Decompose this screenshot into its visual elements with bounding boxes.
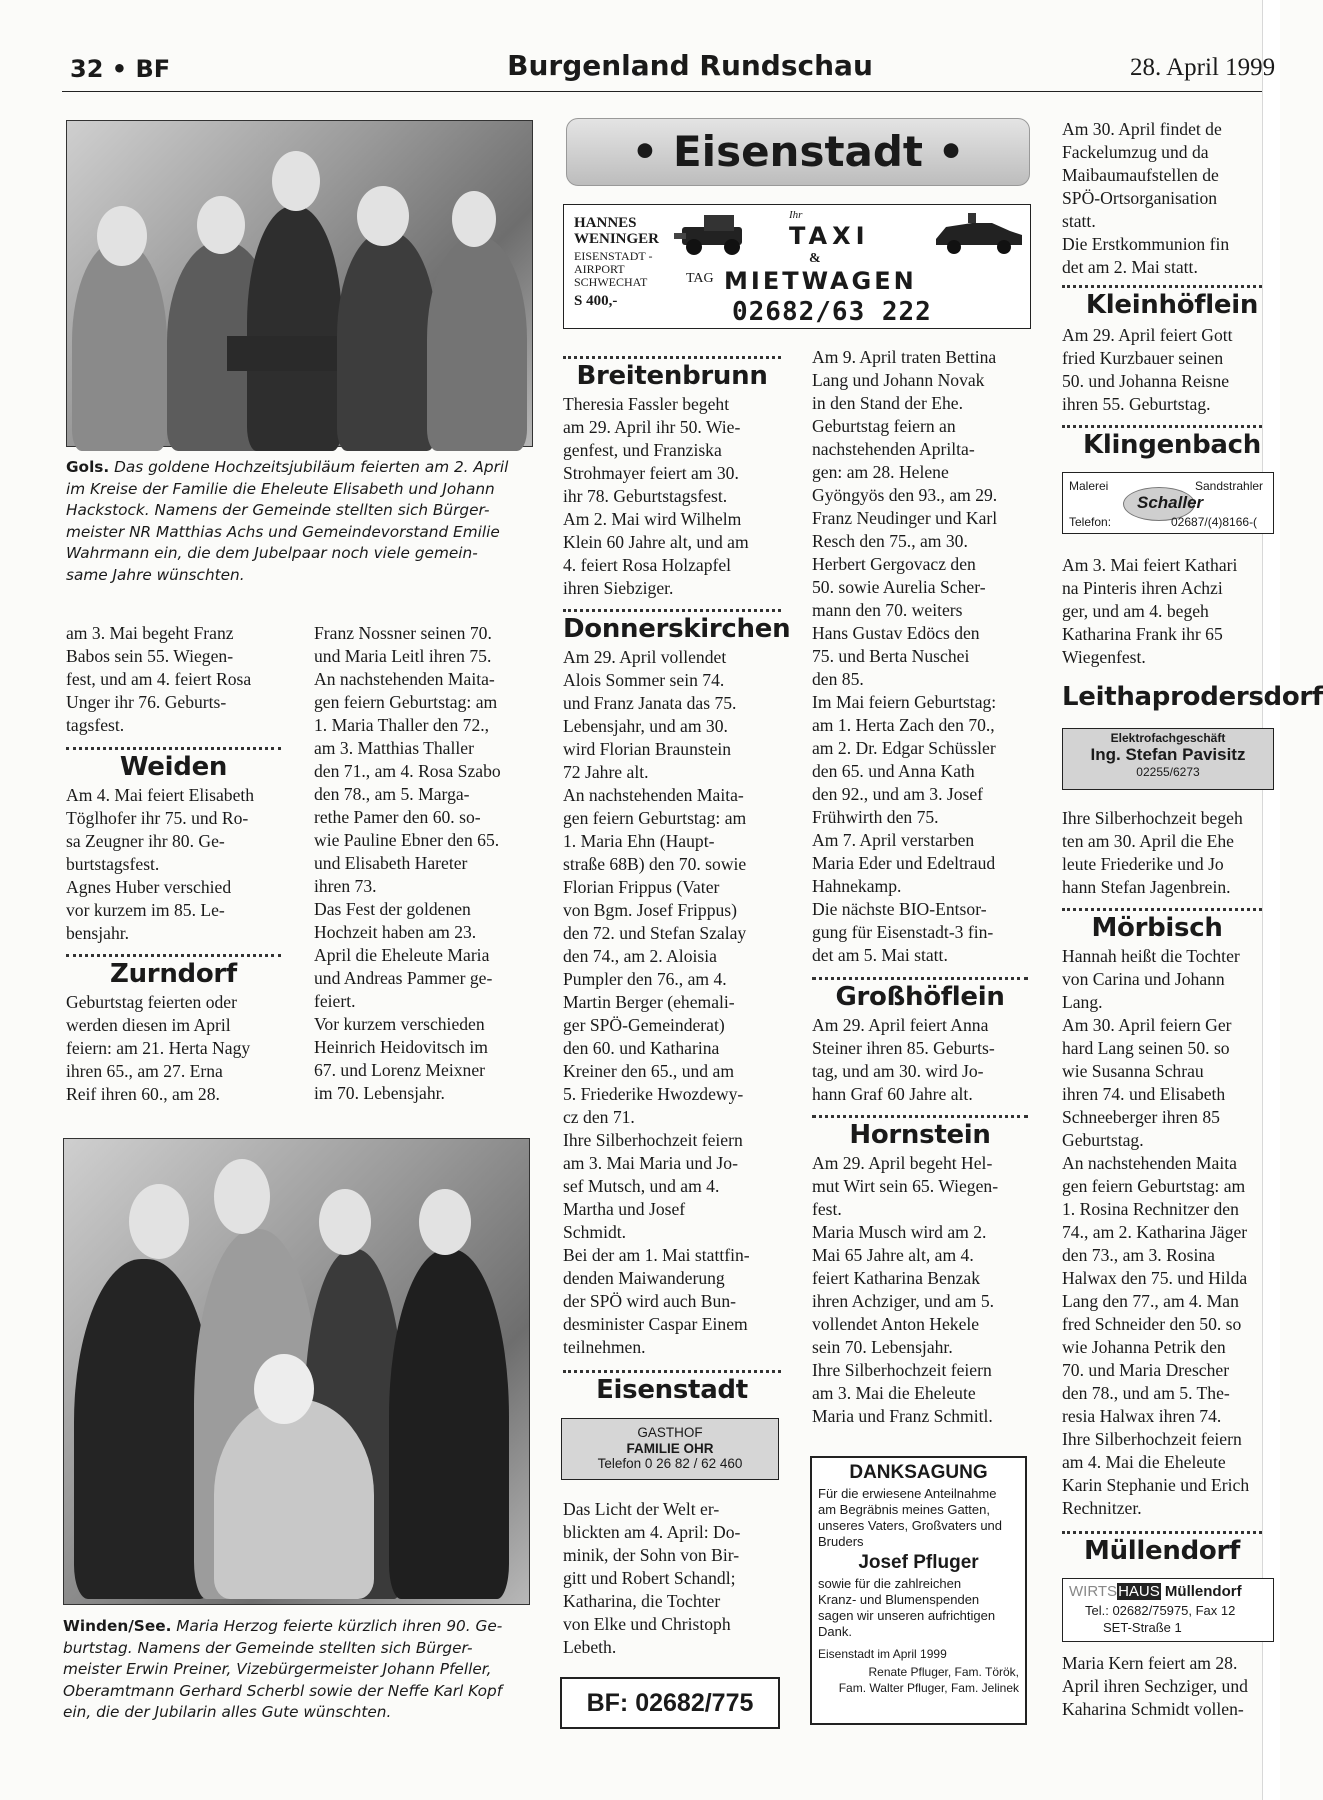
col1-intro: am 3. Mai begeht Franz Babos sein 55. Wiegen- fest, und am 4. feiert Rosa Unger ihr 76. Geburts- tagsfest. <box>66 623 252 735</box>
sedan-car-icon <box>932 209 1024 257</box>
page-number: 32 • BF <box>70 55 171 83</box>
divider <box>812 977 1028 980</box>
divider <box>66 954 281 957</box>
vintage-car-icon <box>674 209 762 259</box>
photo-winden-caption <box>63 1616 502 1724</box>
col4-intro: Am 9. April traten Bettina Lang und Johann Novak in den Stand der Ehe. Geburtstag feiern an nachstehenden Aprilta- gen: am 28. Helene Gyöngyös den 93., am 29. Franz Neudinger und Karl Resch den 75., am 30. Herbert Gergovacz den 50. sowie Aurelia Scher- mann den 70. weiters Hans Gustav Edöcs den 75. und Berta Nuschei den 85. Im Mai feiern Geburtstag: am 1. Herta Zach den 70., am 2. Dr. Edgar Schüssler den 65. und Anna Kath den 92., und am 3. Josef Frühwirth den 75. Am 7. April verstarben Maria Eder und Edeltraud Hahnekamp. Die nächste BIO-Entsor- gung für Eisenstadt-3 fin- det am 5. Mai statt. <box>812 347 998 965</box>
leitha-text: Ihre Silberhochzeit begeh ten am 30. April die Ehe leute Friederike und Jo hann Stefan Jagenbrein. <box>1062 808 1243 897</box>
danksagung-l4: Renate Pfluger, Fam. Török, Fam. Walter Pfluger, Fam. Jelinek <box>838 1665 1019 1695</box>
klingenbach-text: Am 3. Mai feiert Kathari na Pinteris ihren Achzi ger, und am 4. begeh Katharina Frank ihr 65 Wiegenfest. <box>1062 555 1238 667</box>
newspaper-title: Burgenland Rundschau <box>507 49 873 82</box>
danksagung-ad <box>810 1456 1027 1725</box>
weiden-text: Am 4. Mai feiert Elisabeth Töglhofer ihr 75. und Ro- sa Zeugner ihr 80. Ge- burtstagsfest. Agnes Huber verschied vor kurzem im 85. Le- bensjahr. <box>66 785 255 943</box>
wirtshaus-w: WIRTS <box>1069 1583 1118 1600</box>
taxi-ad <box>563 204 1031 329</box>
heading-klingenbach: Klingenbach <box>1082 430 1261 460</box>
caption-place: Winden/See. <box>63 1617 172 1635</box>
schaller-malerei: Malerei <box>1069 479 1109 493</box>
pavisitz-l2: Ing. Stefan Pavisitz <box>1090 745 1246 764</box>
muellendorf-text: Maria Kern feiert am 28. April ihren Sechziger, und Kaharina Schmidt vollen- <box>1062 1653 1248 1719</box>
heading-hornstein: Hornstein <box>849 1120 991 1150</box>
pavisitz-ad <box>1062 728 1274 790</box>
heading-leithaprodersdorf: Leithaprodersdorf <box>1062 682 1323 712</box>
gasthof-l3: Telefon 0 26 82 / 62 460 <box>597 1456 743 1471</box>
divider <box>563 609 781 612</box>
taxi-price: S 400,- <box>574 293 618 309</box>
divider <box>1062 908 1262 911</box>
caption-place: Gols. <box>66 458 110 476</box>
taxi-line2: AIRPORT <box>574 262 625 276</box>
schaller-num: 02687/(4)8166-( <box>1171 515 1258 529</box>
bf-phone-box: BF: 02682/775 <box>560 1677 780 1729</box>
breitenbrunn-text: Theresia Fassler begeht am 29. April ihr 50. Wie- genfest, und Franziska Strohmayer feiert am 30. ihr 78. Geburtstagsfest. Am 2. Mai wird Wilhelm Klein 60 Jahre alt, und am 4. feiert Rosa Holzapfel ihren Siebziger. <box>563 394 749 598</box>
gasthof-l2: FAMILIE OHR <box>626 1440 714 1456</box>
caption-text: Das goldene Hochzeitsjubiläum feierten am 2. April im Kreise der Familie die Eheleute Elisabeth und Johann Hackstock. Namens der Gemeinde stellten sich Bürger- meister NR Matthias Achs und Gemeindevorstand Emilie Wahrmann ein, die dem Jubelpaar noch viele gemein- same Jahre wünschten. <box>66 458 509 584</box>
divider <box>563 356 781 359</box>
wirtshaus-ad <box>1062 1578 1274 1642</box>
wirtshaus-h: HAUS <box>1118 1583 1160 1600</box>
heading-weiden: Weiden <box>119 752 228 782</box>
moerbisch-text: Hannah heißt die Tochter von Carina und Johann Lang. Am 30. April feiern Ger hard Lang seinen 50. so wie Susanna Schrau ihren 74. und Elisabeth Schneeberger ihren 85 Geburtstag. An nachstehenden Maita gen feiern Geburtstag: am 1. Rosina Rechnitzer den 74., am 2. Katharina Jäger den 73., am 3. Rosina Halwax den 75. und Hilda Lang den 77., am 4. Man fred Schneider den 50. so wie Johanna Petrik den 70. und Maria Drescher den 78., und am 5. The- resia Halwax ihren 74. Ihre Silberhochzeit feiern am 4. Mai die Eheleute Karin Stephanie und Erich Rechnitzer. <box>1062 946 1250 1518</box>
danksagung-name: Josef Pfluger <box>858 1552 979 1573</box>
col2-text: Franz Nossner seinen 70. und Maria Leitl ihren 75. An nachstehenden Maita- gen feiern Geburtstag: am 1. Maria Thaller den 72., am 3. Matthias Thaller den 71., am 4. Rosa Szabo den 78., am 5. Marga- rethe Pamer den 60. so- wie Pauline Ebner den 65. und Elisabeth Hareter ihren 73. Das Fest der goldenen Hochzeit haben am 23. April die Eheleute Maria und Andreas Pammer ge- feiert. Vor kurzem verschieden Heinrich Heidovitsch im 67. und Lorenz Meixner im 70. Lebensjahr. <box>314 623 501 1103</box>
hornstein-text: Am 29. April begeht Hel- mut Wirt sein 65. Wiegen- fest. Maria Musch wird am 2. Mai 65 Jahre alt, am 4. feiert Katharina Benzak ihren Achziger, und am 5. vollendet Anton Hekele sein 70. Lebensjahr. Ihre Silberhochzeit feiern am 3. Mai die Eheleute Maria und Franz Schmitl. <box>812 1153 999 1426</box>
heading-breitenbrunn: Breitenbrunn <box>576 361 768 391</box>
photo-gols-caption <box>66 457 508 587</box>
pavisitz-l3: 02255/6273 <box>1136 765 1200 779</box>
taxi-ihr: Ihr <box>789 209 803 221</box>
heading-grosshoeflein: Großhöflein <box>835 982 1005 1012</box>
schaller-tel: Telefon: <box>1069 515 1112 529</box>
wirtshaus-m: Müllendorf <box>1164 1583 1242 1600</box>
danksagung-l1: Für die erwiesene Anteilnahme am Begräbnis meines Gatten, unseres Vaters, Großvaters und Bruders <box>818 1486 1003 1549</box>
taxi-phone: 02682/63 222 <box>732 297 932 327</box>
taxi-mietwagen: MIETWAGEN <box>724 267 917 295</box>
divider <box>1062 1531 1262 1534</box>
eisenstadt-banner <box>566 118 1030 186</box>
wirtshaus-line1 <box>1069 1583 1242 1600</box>
wirtshaus-l2: Tel.: 02682/75975, Fax 12 <box>1085 1603 1236 1618</box>
kleinhoeflein-text: Am 29. April feiert Gott fried Kurzbauer seinen 50. und Johanna Reisne ihren 55. Geburtstag. <box>1062 325 1233 414</box>
heading-kleinhoeflein: Kleinhöflein <box>1085 290 1259 320</box>
divider <box>66 747 281 750</box>
schaller-ad <box>1062 472 1274 534</box>
gasthof-ohr-ad <box>561 1418 779 1480</box>
photo-winden <box>63 1138 530 1605</box>
heading-eisenstadt: Eisenstadt <box>596 1375 748 1405</box>
donnerskirchen-text: Am 29. April vollendet Alois Sommer sein 74. und Franz Janata das 75. Lebensjahr, und am 30. wird Florian Braunstein 72 Jahre alt. An nachstehenden Maita- gen feiern Geburtstag: am 1. Maria Ehn (Haupt- straße 68B) den 70. sowie Florian Frippus (Vater von Bgm. Josef Frippus) den 72. und Stefan Szalay den 74., am 2. Aloisia Pumpler den 76., am 4. Martin Berger (ehemali- ger SPÖ-Gemeinderat) den 60. und Katharina Kreiner den 65., und am 5. Friederike Hwozdewy- cz den 71. Ihre Silberhochzeit feiern am 3. Mai Maria und Jo- sef Mutsch, und am 4. Martha und Josef Schmidt. Bei der am 1. Mai stattfin- denden Maiwanderung der SPÖ wird auch Bun- desminister Caspar Einem teilnehmen. <box>563 647 750 1357</box>
danksagung-l3: Eisenstadt im April 1999 <box>818 1647 947 1661</box>
issue-date: 28. April 1999 <box>1130 54 1276 81</box>
schaller-sand: Sandstrahler <box>1195 479 1264 493</box>
taxi-line1: EISENSTADT - <box>574 249 653 263</box>
divider <box>1062 285 1262 288</box>
caption-text: Maria Herzog feierte kürzlich ihren 90. Ge- burtstag. Namens der Gemeinde stellten sich Bürger- meister Erwin Preiner, Vizebürgermeister Johann Pfeller, Oberamtmann Gerhard Scherbl sowie der Neffe Karl Kopf ein, die der Jubilarin alles Gute wünschten. <box>63 1617 503 1722</box>
taxi-amp: & <box>809 251 821 266</box>
divider <box>563 1370 781 1373</box>
gasthof-l1: GASTHOF <box>637 1425 703 1440</box>
grosshoeflein-text: Am 29. April feiert Anna Steiner ihren 85. Geburts- tag, und am 30. wird Jo- hann Graf 60 Jahre alt. <box>812 1015 995 1104</box>
heading-muellendorf: Müllendorf <box>1084 1536 1240 1566</box>
pavisitz-l1: Elektrofachgeschäft <box>1110 731 1226 745</box>
wirtshaus-l3: SET-Straße 1 <box>1103 1620 1182 1635</box>
photo-gols <box>66 120 533 447</box>
banner-title: • Eisenstadt • <box>631 127 965 176</box>
schaller-logo: Schaller <box>1137 493 1204 512</box>
taxi-line3: SCHWECHAT <box>574 275 648 289</box>
divider <box>1062 425 1262 428</box>
heading-zurndorf: Zurndorf <box>110 959 237 989</box>
taxi-word: TAXI <box>789 222 870 250</box>
header-rule <box>62 91 1262 92</box>
col5-intro: Am 30. April findet de Fackelumzug und da Maibaumaufstellen de SPÖ-Ortsorganisation statt. Die Erstkommunion fin det am 2. Mai statt. <box>1062 119 1230 277</box>
taxi-tag: TAG <box>686 271 714 286</box>
danksagung-l2: sowie für die zahlreichen Kranz- und Blumenspenden sagen wir unseren aufrichtigen Dank. <box>818 1576 996 1639</box>
danksagung-title: DANKSAGUNG <box>849 1462 988 1483</box>
divider <box>812 1115 1028 1118</box>
page-edge <box>1262 0 1280 1800</box>
heading-donnerskirchen: Donnerskirchen <box>563 614 791 644</box>
taxi-name1: HANNES <box>574 215 637 231</box>
taxi-name2: WENINGER <box>574 231 660 247</box>
heading-moerbisch: Mörbisch <box>1091 913 1223 943</box>
zurndorf-text: Geburtstag feierten oder werden diesen im April feiern: am 21. Herta Nagy ihren 65., am 27. Erna Reif ihren 60., am 28. <box>66 992 251 1104</box>
eisenstadt-text: Das Licht der Welt er- blickten am 4. April: Do- minik, der Sohn von Bir- gitt und Robert Schandl; Katharina, die Tochter von Elke und Christoph Lebeth. <box>563 1499 741 1657</box>
